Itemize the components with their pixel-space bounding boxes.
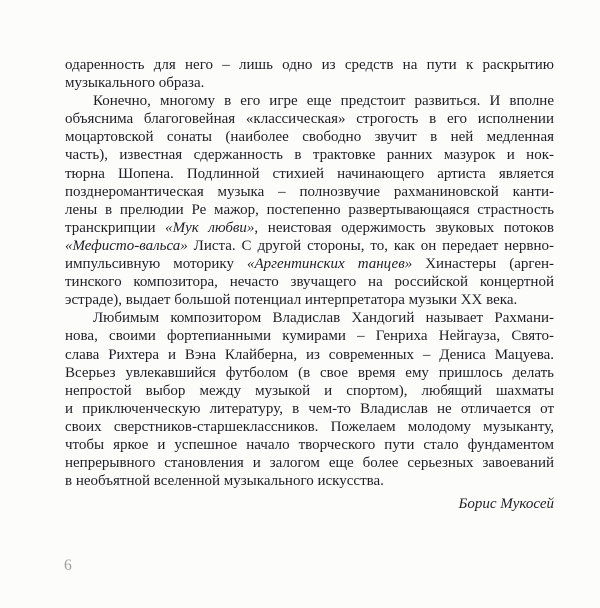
text-line <box>65 146 554 164</box>
text-line <box>65 183 554 201</box>
text-segment: одаренность для него – лишь одно из средств на пути к раскрытию <box>65 57 554 73</box>
paragraph <box>65 309 554 490</box>
text-segment: объяснима благоговейная «классическая» строгость в его исполнении <box>65 111 554 128</box>
text-line <box>65 327 554 345</box>
text-segment: слава Рихтера и Вэна Клайберна, из современных – Дениса Мацуева. <box>65 346 554 363</box>
text-segment: в необъятной вселенной музыкального искусства. <box>65 473 384 490</box>
italic-title-text: «Аргентинских танцев» <box>246 256 413 273</box>
paragraph <box>65 56 554 92</box>
text-segment: тюрна Шопена. Подлинной стихией начинающего артиста является <box>65 165 554 182</box>
text-segment: музыкального образа. <box>65 75 205 92</box>
author-signature: Борис Мукосей <box>458 496 554 513</box>
text-line <box>65 346 554 364</box>
text-segment: Всерьез увлекавшийся футболом (в свое время ему пришлось делать <box>65 364 554 381</box>
text-segment: моцартовской сонаты (наиболее свободно звучит в ней медленная <box>65 129 554 146</box>
text-segment: транскрипции <box>65 219 166 236</box>
body-text <box>65 56 554 513</box>
text-segment: Листа. С другой стороны, то, как он передает нервно- <box>187 237 554 254</box>
text-line <box>65 382 554 400</box>
text-line <box>65 472 554 490</box>
text-line <box>65 364 554 382</box>
text-line <box>65 237 554 255</box>
text-line <box>65 418 554 436</box>
text-segment: чтобы яркое и успешное начало творческого пути стало фундаментом <box>65 436 554 453</box>
text-line <box>65 309 554 327</box>
text-line <box>65 219 554 237</box>
text-segment: нова, своими фортепианными кумирами – Генриха Нейгауза, Свято- <box>65 328 554 345</box>
italic-title-text: «Мук любви» <box>165 219 255 236</box>
text-line <box>65 291 554 309</box>
text-line <box>65 92 554 110</box>
text-line <box>65 74 554 92</box>
text-line <box>65 273 554 291</box>
text-segment: часть), известная сдержанность в трактовке ранних мазурок и нок- <box>65 147 554 164</box>
text-line <box>65 454 554 472</box>
text-line <box>65 201 554 219</box>
text-segment: импульсивную моторику <box>65 256 247 273</box>
text-line <box>65 56 554 74</box>
text-segment: лены в прелюдии Ре мажор, постепенно развертывающаяся страстность <box>65 201 554 218</box>
text-line <box>65 165 554 183</box>
text-segment: , неистовая одержимость звуковых потоков <box>254 219 554 236</box>
text-line <box>65 436 554 454</box>
text-segment: непрерывного становления и залогом еще более серьезных завоеваний <box>65 455 554 472</box>
text-segment: своих сверстников-старшеклассников. Пожелаем молодому музыканту, <box>65 418 554 435</box>
italic-title-text: «Мефисто-вальса» <box>65 237 188 254</box>
text-line <box>65 255 554 273</box>
paragraphs-container <box>65 56 554 490</box>
text-line <box>65 400 554 418</box>
text-segment: позднеромантическая музыка – полнозвучие рахманиновской канти- <box>65 183 554 200</box>
text-segment: Хинастеры (арген- <box>412 256 554 273</box>
text-line <box>65 128 554 146</box>
text-segment: и приключенческую литературу, в чем-то Владислав не отличается от <box>65 400 554 417</box>
paragraph <box>65 92 554 309</box>
text-segment: непростой выбор между музыкой и спортом), любящий шахматы <box>65 382 554 399</box>
page-number: 6 <box>64 557 72 574</box>
text-segment: тинского композитора, нечасто звучащего на российской концертной <box>65 274 554 291</box>
text-segment: Любимым композитором Владислав Хандогий называет Рахмани- <box>93 310 554 327</box>
text-segment: эстраде), выдает большой потенциал интерпретатора музыки XX века. <box>65 292 518 309</box>
text-line <box>65 110 554 128</box>
text-segment: Конечно, многому в его игре еще предстоит развиться. И вполне <box>93 93 554 110</box>
